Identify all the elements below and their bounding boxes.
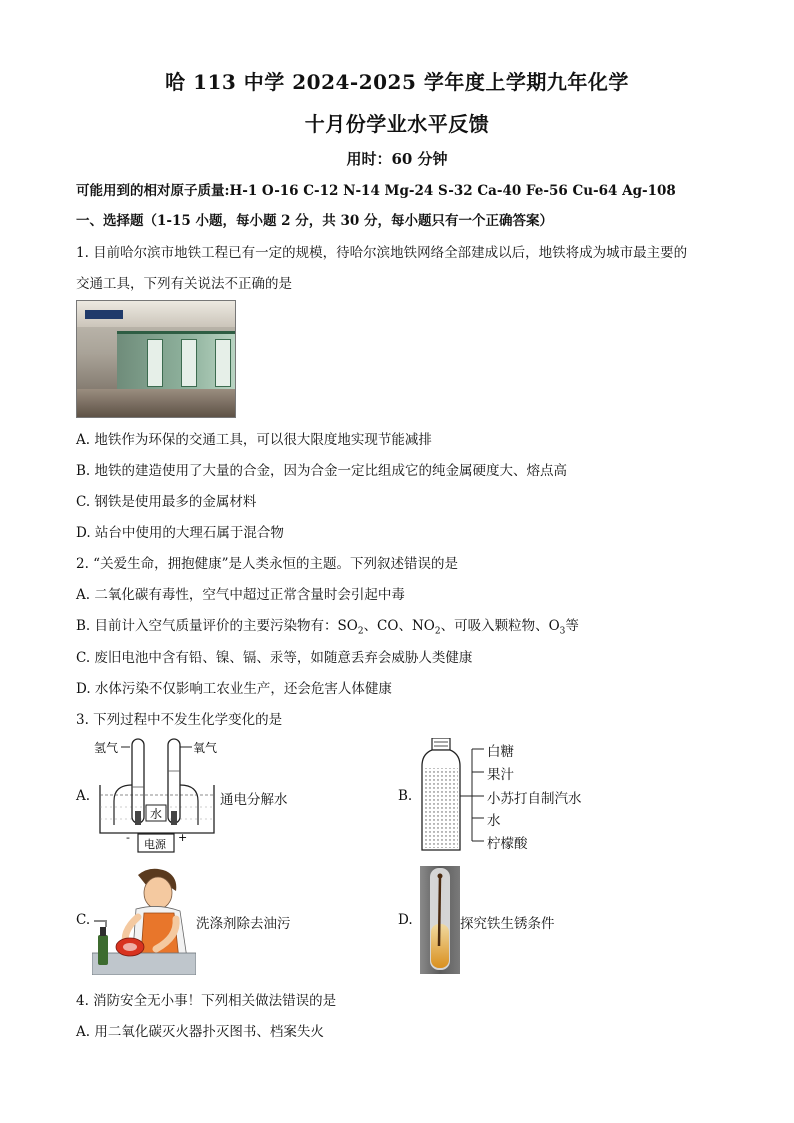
photo-door (147, 339, 163, 387)
q2-option-a: A. 二氧化碳有毒性，空气中超过正常含量时会引起中毒 (76, 587, 405, 603)
q2-option-c: C. 废旧电池中含有铅、镍、镉、汞等，如随意丢弃会威胁人类健康 (76, 650, 473, 666)
q1-option-a: A. 地铁作为环保的交通工具，可以很大限度地实现节能减排 (76, 432, 432, 448)
q2-option-b: B. 目前计入空气质量评价的主要污染物有：$SO_2$、CO、$NO_2$、可吸入颗粒物、$O_3$等 (76, 618, 579, 637)
q1-option-b: B. 地铁的建造使用了大量的合金，因为合金一定比组成它的纯金属硬度大、熔点高 (76, 463, 568, 479)
q4-option-a: A. 用二氧化碳灭火器扑灭图书、档案失火 (76, 1024, 324, 1040)
soda-bottle-diagram (420, 738, 472, 854)
oxygen-label: 氧气 (193, 741, 218, 755)
exam-subtitle: 十月份学业水平反馈 (304, 112, 490, 136)
photo-door (215, 339, 231, 387)
soda-ingredient: 果汁 (487, 767, 514, 783)
subway-photo (76, 300, 236, 418)
q3-option-c-text: 洗涤剂除去油污 (196, 916, 291, 932)
soda-ingredient: 白糖 (487, 744, 514, 760)
q3-option-d-text: 探究铁生锈条件 (460, 916, 555, 932)
q1-option-c: C. 钢铁是使用最多的金属材料 (76, 494, 257, 510)
q2-option-d: D. 水体污染不仅影响工农业生产，还会危害人体健康 (76, 681, 392, 697)
bracket-lines (470, 740, 486, 848)
q3-option-b-letter: B. (398, 788, 413, 804)
photo-door (181, 339, 197, 387)
q3-option-d-letter: D. (398, 912, 413, 928)
minus-sign: - (126, 831, 130, 844)
q3-stem: 3. 下列过程中不发生化学变化的是 (76, 712, 283, 728)
photo-sign (85, 310, 123, 319)
q1-stem-line2: 交通工具，下列有关说法不正确的是 (76, 276, 292, 292)
soda-ingredient: 小苏打自制汽水 (487, 791, 582, 807)
hydrogen-label: 氢气 (94, 741, 119, 755)
plus-sign: + (178, 831, 188, 844)
test-tube-photo (420, 866, 460, 974)
soda-ingredient: 水 (487, 813, 501, 829)
soda-ingredient: 柠檬酸 (487, 836, 528, 852)
power-label: 电源 (144, 838, 166, 851)
exam-title: 哈 113 中学 2024-2025 学年度上学期九年化学 (165, 70, 629, 94)
dishwashing-illustration (92, 865, 196, 975)
q3-option-a-text: 通电分解水 (220, 792, 288, 808)
q1-stem-line1: 1. 目前哈尔滨市地铁工程已有一定的规模，待哈尔滨地铁网络全部建成以后，地铁将成为城市最主要的 (76, 245, 688, 261)
photo-floor (77, 389, 235, 417)
water-label: 水 (150, 807, 163, 821)
electrolysis-diagram (94, 735, 220, 853)
q3-option-a-letter: A. (76, 788, 91, 804)
q3-option-c-letter: C. (76, 912, 91, 928)
exam-duration: 用时：60 分钟 (346, 150, 448, 168)
section-heading: 一、选择题（1-15 小题，每小题 2 分，共 30 分，每小题只有一个正确答案） (76, 213, 553, 229)
q4-stem: 4. 消防安全无小事！下列相关做法错误的是 (76, 993, 337, 1009)
q2-stem: 2. “关爱生命，拥抱健康”是人类永恒的主题。下列叙述错误的是 (76, 556, 458, 572)
q1-option-d: D. 站台中使用的大理石属于混合物 (76, 525, 284, 541)
atomic-masses: 可能用到的相对原子质量:H-1 O-16 C-12 N-14 Mg-24 S-32 Ca-40 Fe-56 Cu-64 Ag-108 (76, 183, 676, 199)
